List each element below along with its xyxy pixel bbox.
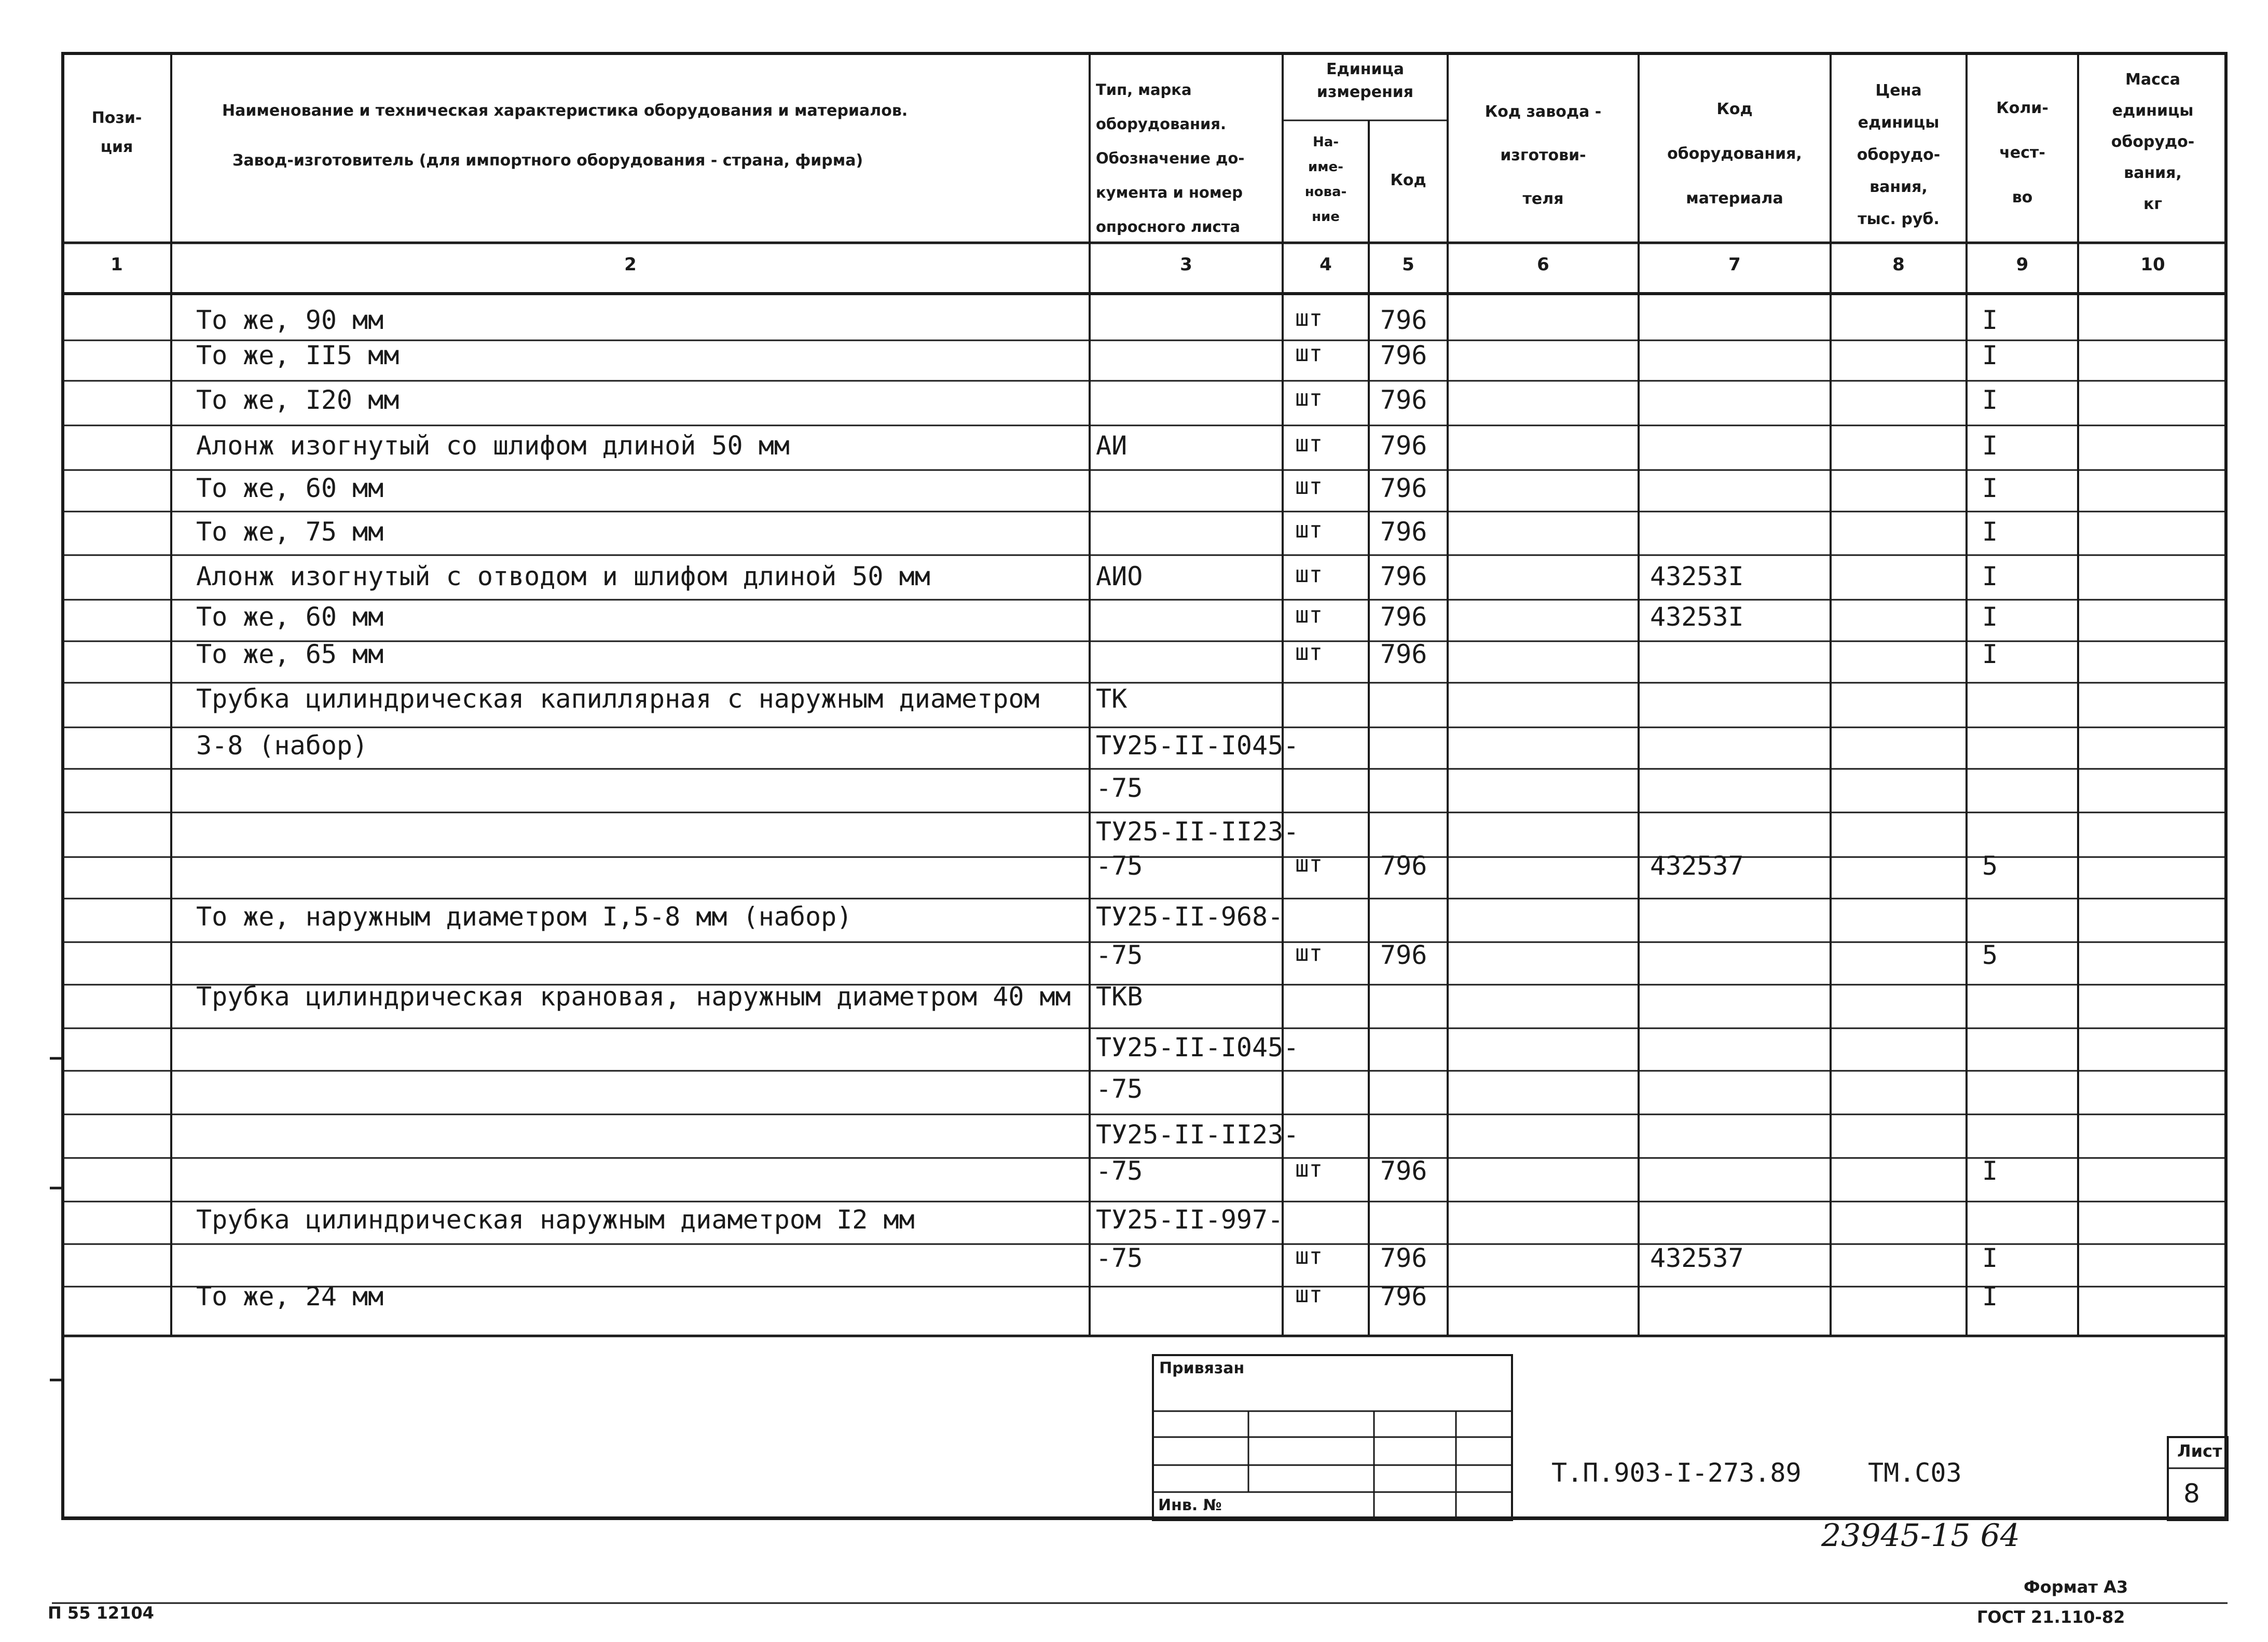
unit-code: 796 xyxy=(1380,940,1427,970)
header-mass: Масса единицы оборудо- вания, кг xyxy=(2111,71,2195,213)
quantity: I xyxy=(1982,385,1998,415)
column-number: 5 xyxy=(1402,254,1414,275)
document-number: Т.П.903-I-273.89 xyxy=(1551,1458,1802,1488)
item-type: ТУ25-II-II23- xyxy=(1096,1120,1299,1150)
item-name: То же, 65 мм xyxy=(196,639,384,669)
header-unit-group: Единица измерения xyxy=(1316,60,1414,101)
unit-code: 796 xyxy=(1380,1156,1427,1186)
item-name: То же, I20 мм xyxy=(196,385,400,415)
equipment-code: 432537 xyxy=(1650,1243,1744,1273)
item-name: Алонж изогнутый с отводом и шлифом длиной 50 мм xyxy=(196,561,930,591)
item-type: АИО xyxy=(1096,561,1143,591)
quantity: I xyxy=(1982,1156,1998,1186)
header-name-line1: Наименование и техническая характеристика оборудования и материалов. xyxy=(222,102,908,120)
unit-name: шт xyxy=(1295,340,1323,367)
item-name: Алонж изогнутый со шлифом длиной 50 мм xyxy=(196,431,790,461)
item-type: АИ xyxy=(1096,431,1128,461)
item-type: ТУ25-II-I045- xyxy=(1096,730,1299,761)
unit-name: шт xyxy=(1295,1243,1323,1270)
document-code: ТМ.С03 xyxy=(1868,1458,1962,1488)
sheet-label: Лист xyxy=(2177,1441,2222,1461)
footer-gost: ГОСТ 21.110-82 xyxy=(1977,1607,2125,1627)
header-equipment-code: Код оборудования, материала xyxy=(1667,100,1802,208)
unit-code: 796 xyxy=(1380,1243,1427,1273)
quantity: I xyxy=(1982,305,1998,335)
equipment-code: 43253I xyxy=(1650,561,1744,591)
unit-name: шт xyxy=(1295,385,1323,411)
item-type: ТК xyxy=(1096,684,1128,714)
unit-code: 796 xyxy=(1380,473,1427,503)
unit-code: 796 xyxy=(1380,602,1427,632)
unit-name: шт xyxy=(1295,473,1323,500)
header-name-line2: Завод-изготовитель (для импортного оборудования - страна, фирма) xyxy=(232,151,863,170)
item-type: -75 xyxy=(1096,1156,1143,1186)
header-unit-name: На- име- нова- ние xyxy=(1304,134,1347,225)
quantity: 5 xyxy=(1982,851,1998,881)
item-name: То же, 60 мм xyxy=(196,602,384,632)
quantity: I xyxy=(1982,1281,1998,1312)
equipment-code: 43253I xyxy=(1650,602,1744,632)
item-type: ТУ25-II-968- xyxy=(1096,902,1284,932)
quantity: I xyxy=(1982,639,1998,669)
unit-name: шт xyxy=(1295,431,1323,457)
header-unit-code: Код xyxy=(1390,171,1426,189)
equipment-code: 432537 xyxy=(1650,851,1744,881)
unit-name: шт xyxy=(1295,1281,1323,1308)
column-number: 10 xyxy=(2140,254,2165,275)
column-number: 3 xyxy=(1180,254,1192,275)
unit-name: шт xyxy=(1295,517,1323,543)
unit-code: 796 xyxy=(1380,851,1427,881)
quantity: I xyxy=(1982,431,1998,461)
item-name: То же, 90 мм xyxy=(196,305,384,335)
item-type: ТУ25-II-II23- xyxy=(1096,817,1299,847)
unit-code: 796 xyxy=(1380,1281,1427,1312)
item-name: То же, II5 мм xyxy=(196,340,400,370)
item-name: Трубка цилиндрическая крановая, наружным диаметром 40 мм xyxy=(196,982,1071,1012)
quantity: I xyxy=(1982,602,1998,632)
handwritten-number: 23945-15 64 xyxy=(1821,1517,2020,1554)
unit-name: шт xyxy=(1295,602,1323,628)
unit-name: шт xyxy=(1295,1156,1323,1182)
column-number: 7 xyxy=(1728,254,1741,275)
footer-format: Формат А3 xyxy=(2024,1577,2128,1597)
unit-name: шт xyxy=(1295,851,1323,877)
unit-code: 796 xyxy=(1380,639,1427,669)
item-name: То же, 60 мм xyxy=(196,473,384,503)
item-name: Трубка цилиндрическая капиллярная с наружным диаметром xyxy=(196,684,1040,714)
unit-code: 796 xyxy=(1380,431,1427,461)
unit-code: 796 xyxy=(1380,517,1427,547)
column-number: 6 xyxy=(1537,254,1549,275)
item-name: То же, 75 мм xyxy=(196,517,384,547)
unit-name: шт xyxy=(1295,940,1323,967)
column-number: 2 xyxy=(624,254,637,275)
header-position: Пози- ция xyxy=(91,109,142,156)
unit-code: 796 xyxy=(1380,305,1427,335)
item-name: 3-8 (набор) xyxy=(196,730,368,761)
quantity: I xyxy=(1982,1243,1998,1273)
sheet-number: 8 xyxy=(2183,1479,2200,1509)
unit-name: шт xyxy=(1295,561,1323,588)
column-number: 8 xyxy=(1892,254,1905,275)
quantity: I xyxy=(1982,473,1998,503)
footer-left-code: П 55 12104 xyxy=(48,1603,154,1623)
quantity: I xyxy=(1982,517,1998,547)
unit-code: 796 xyxy=(1380,561,1427,591)
header-type: Тип, марка оборудования. Обозначение до- кумента и номер опросного листа xyxy=(1096,81,1245,236)
column-number: 1 xyxy=(111,254,123,275)
header-plant-code: Код завода - изготови- теля xyxy=(1484,103,1602,208)
header-price: Цена единицы оборудо- вания, тыс. руб. xyxy=(1857,81,1941,228)
header-quantity: Коли- чест- во xyxy=(1996,99,2049,206)
unit-name: шт xyxy=(1295,639,1323,666)
item-type: ТУ25-II-997- xyxy=(1096,1205,1284,1235)
item-type: -75 xyxy=(1096,940,1143,970)
item-type: ТУ25-II-I045- xyxy=(1096,1032,1299,1063)
quantity: 5 xyxy=(1982,940,1998,970)
unit-code: 796 xyxy=(1380,385,1427,415)
quantity: I xyxy=(1982,561,1998,591)
item-type: -75 xyxy=(1096,851,1143,881)
privyazan-label: Привязан xyxy=(1159,1359,1245,1377)
item-type: -75 xyxy=(1096,1074,1143,1104)
quantity: I xyxy=(1982,340,1998,370)
item-type: -75 xyxy=(1096,1243,1143,1273)
column-number: 4 xyxy=(1319,254,1332,275)
item-name: Трубка цилиндрическая наружным диаметром I2 мм xyxy=(196,1205,915,1235)
item-type: -75 xyxy=(1096,773,1143,803)
item-name: То же, 24 мм xyxy=(196,1281,384,1312)
item-name: То же, наружным диаметром I,5-8 мм (набор) xyxy=(196,902,853,932)
item-type: ТКВ xyxy=(1096,982,1143,1012)
unit-code: 796 xyxy=(1380,340,1427,370)
unit-name: шт xyxy=(1295,305,1323,332)
inventory-number-label: Инв. № xyxy=(1158,1496,1222,1514)
column-number: 9 xyxy=(2016,254,2029,275)
